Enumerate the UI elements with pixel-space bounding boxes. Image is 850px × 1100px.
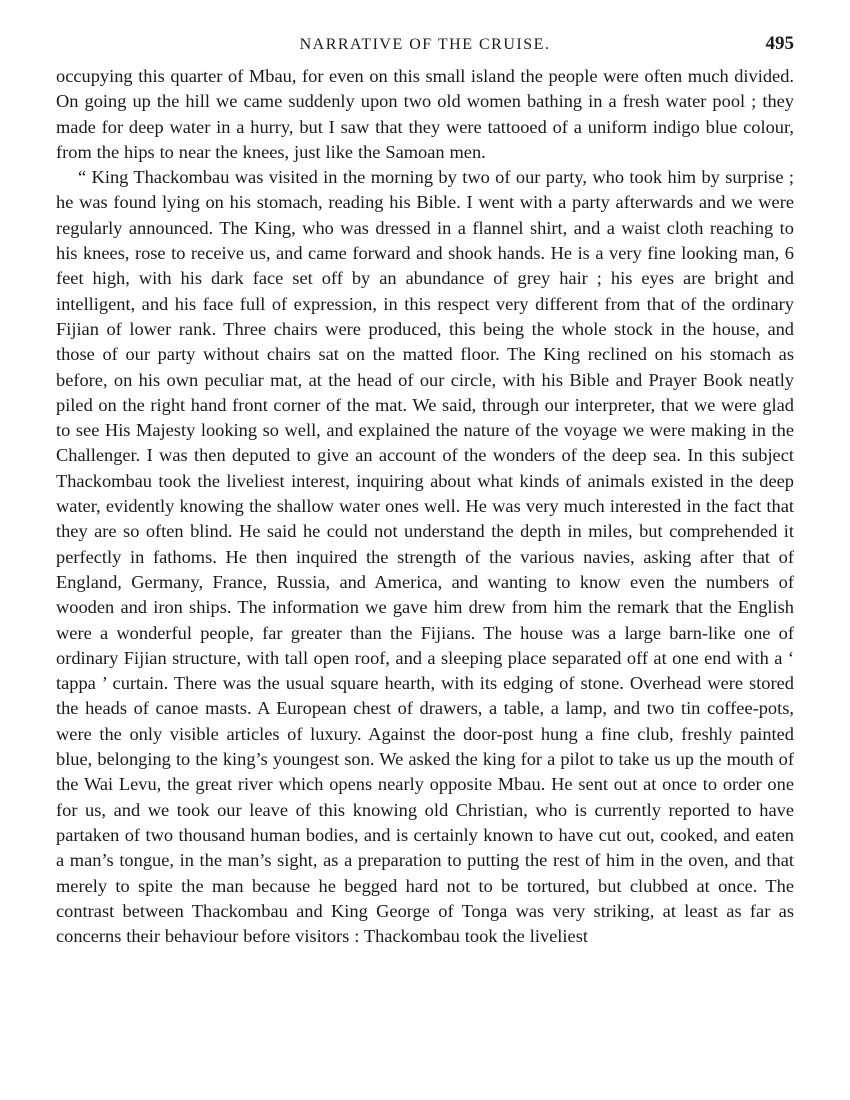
page-number: 495 (765, 33, 794, 54)
running-title: NARRATIVE OF THE CRUISE. (299, 36, 551, 53)
running-header (56, 32, 794, 58)
paragraph-continued: occupying this quarter of Mbau, for even on this small island the people were often much divided. On going up the hill we came suddenly upon two old women bathing in a fresh water pool ; they made for deep water in a hurry, but I saw that they were tattooed of a uniform indigo blue colour, from the hips to near the knees, just like the Samoan men. (56, 66, 794, 162)
book-page (56, 32, 794, 949)
paragraph-king-thackombau: “ King Thackombau was visited in the morning by two of our party, who took him by surprise ; he was found lying on his stomach, reading his Bible. I went with a party afterwards and we were regularly announced. The King, who was dressed in a flannel shirt, and a waist cloth reaching to his knees, rose to receive us, and came forward and shook hands. He is a very fine looking man, 6 feet high, with his dark face set off by an abundance of grey hair ; his eyes are bright and intelligent, and his face full of expression, in this respect very different from that of the ordinary Fijian of lower rank. Three chairs were produced, this being the whole stock in the house, and those of our party without chairs sat on the matted floor. The King reclined on his stomach as before, on his own peculiar mat, at the head of our circle, with his Bible and Prayer Book neatly piled on the right hand front corner of the mat. We said, through our interpreter, that we were glad to see His Majesty looking so well, and explained the nature of the voyage we were making in the Challenger. I was then deputed to give an account of the wonders of the deep sea. In this subject Thackombau took the liveliest interest, inquiring about what kinds of animals existed in the deep water, evidently knowing the shallow water ones well. He was very much interested in the fact that they are so often blind. He said he could not understand the depth in miles, but comprehended it perfectly in fathoms. He then inquired the strength of the various navies, asking after that of England, Germany, France, Russia, and America, and wanting to know even the numbers of wooden and iron ships. The information we gave him drew from him the remark that the English were a wonderful people, far greater than the Fijians. The house was a large barn-like one of ordinary Fijian structure, with tall open roof, and a sleeping place separated off at one end with a ‘ tappa ’ curtain. There was the usual square hearth, with its edging of stone. Overhead were stored the heads of canoe masts. A European chest of drawers, a table, a lamp, and two tin coffee-pots, were the only visible articles of luxury. Against the door-post hung a fine club, freshly painted blue, belonging to the king’s youngest son. We asked the king for a pilot to take us up the mouth of the Wai Levu, the great river which opens nearly opposite Mbau. He sent out at once to order one for us, and we took our leave of this knowing old Christian, who is currently reported to have partaken of two thousand human bodies, and is certainly known to have cut out, cooked, and eaten a man’s tongue, in the man’s sight, as a preparation to putting the rest of him in the oven, and that merely to spite the man because he begged hard not to be tortured, but clubbed at once. The contrast between Thackombau and King George of Tonga was very striking, at least as far as concerns their behaviour before visitors : Thackombau took the liveliest (56, 167, 794, 947)
